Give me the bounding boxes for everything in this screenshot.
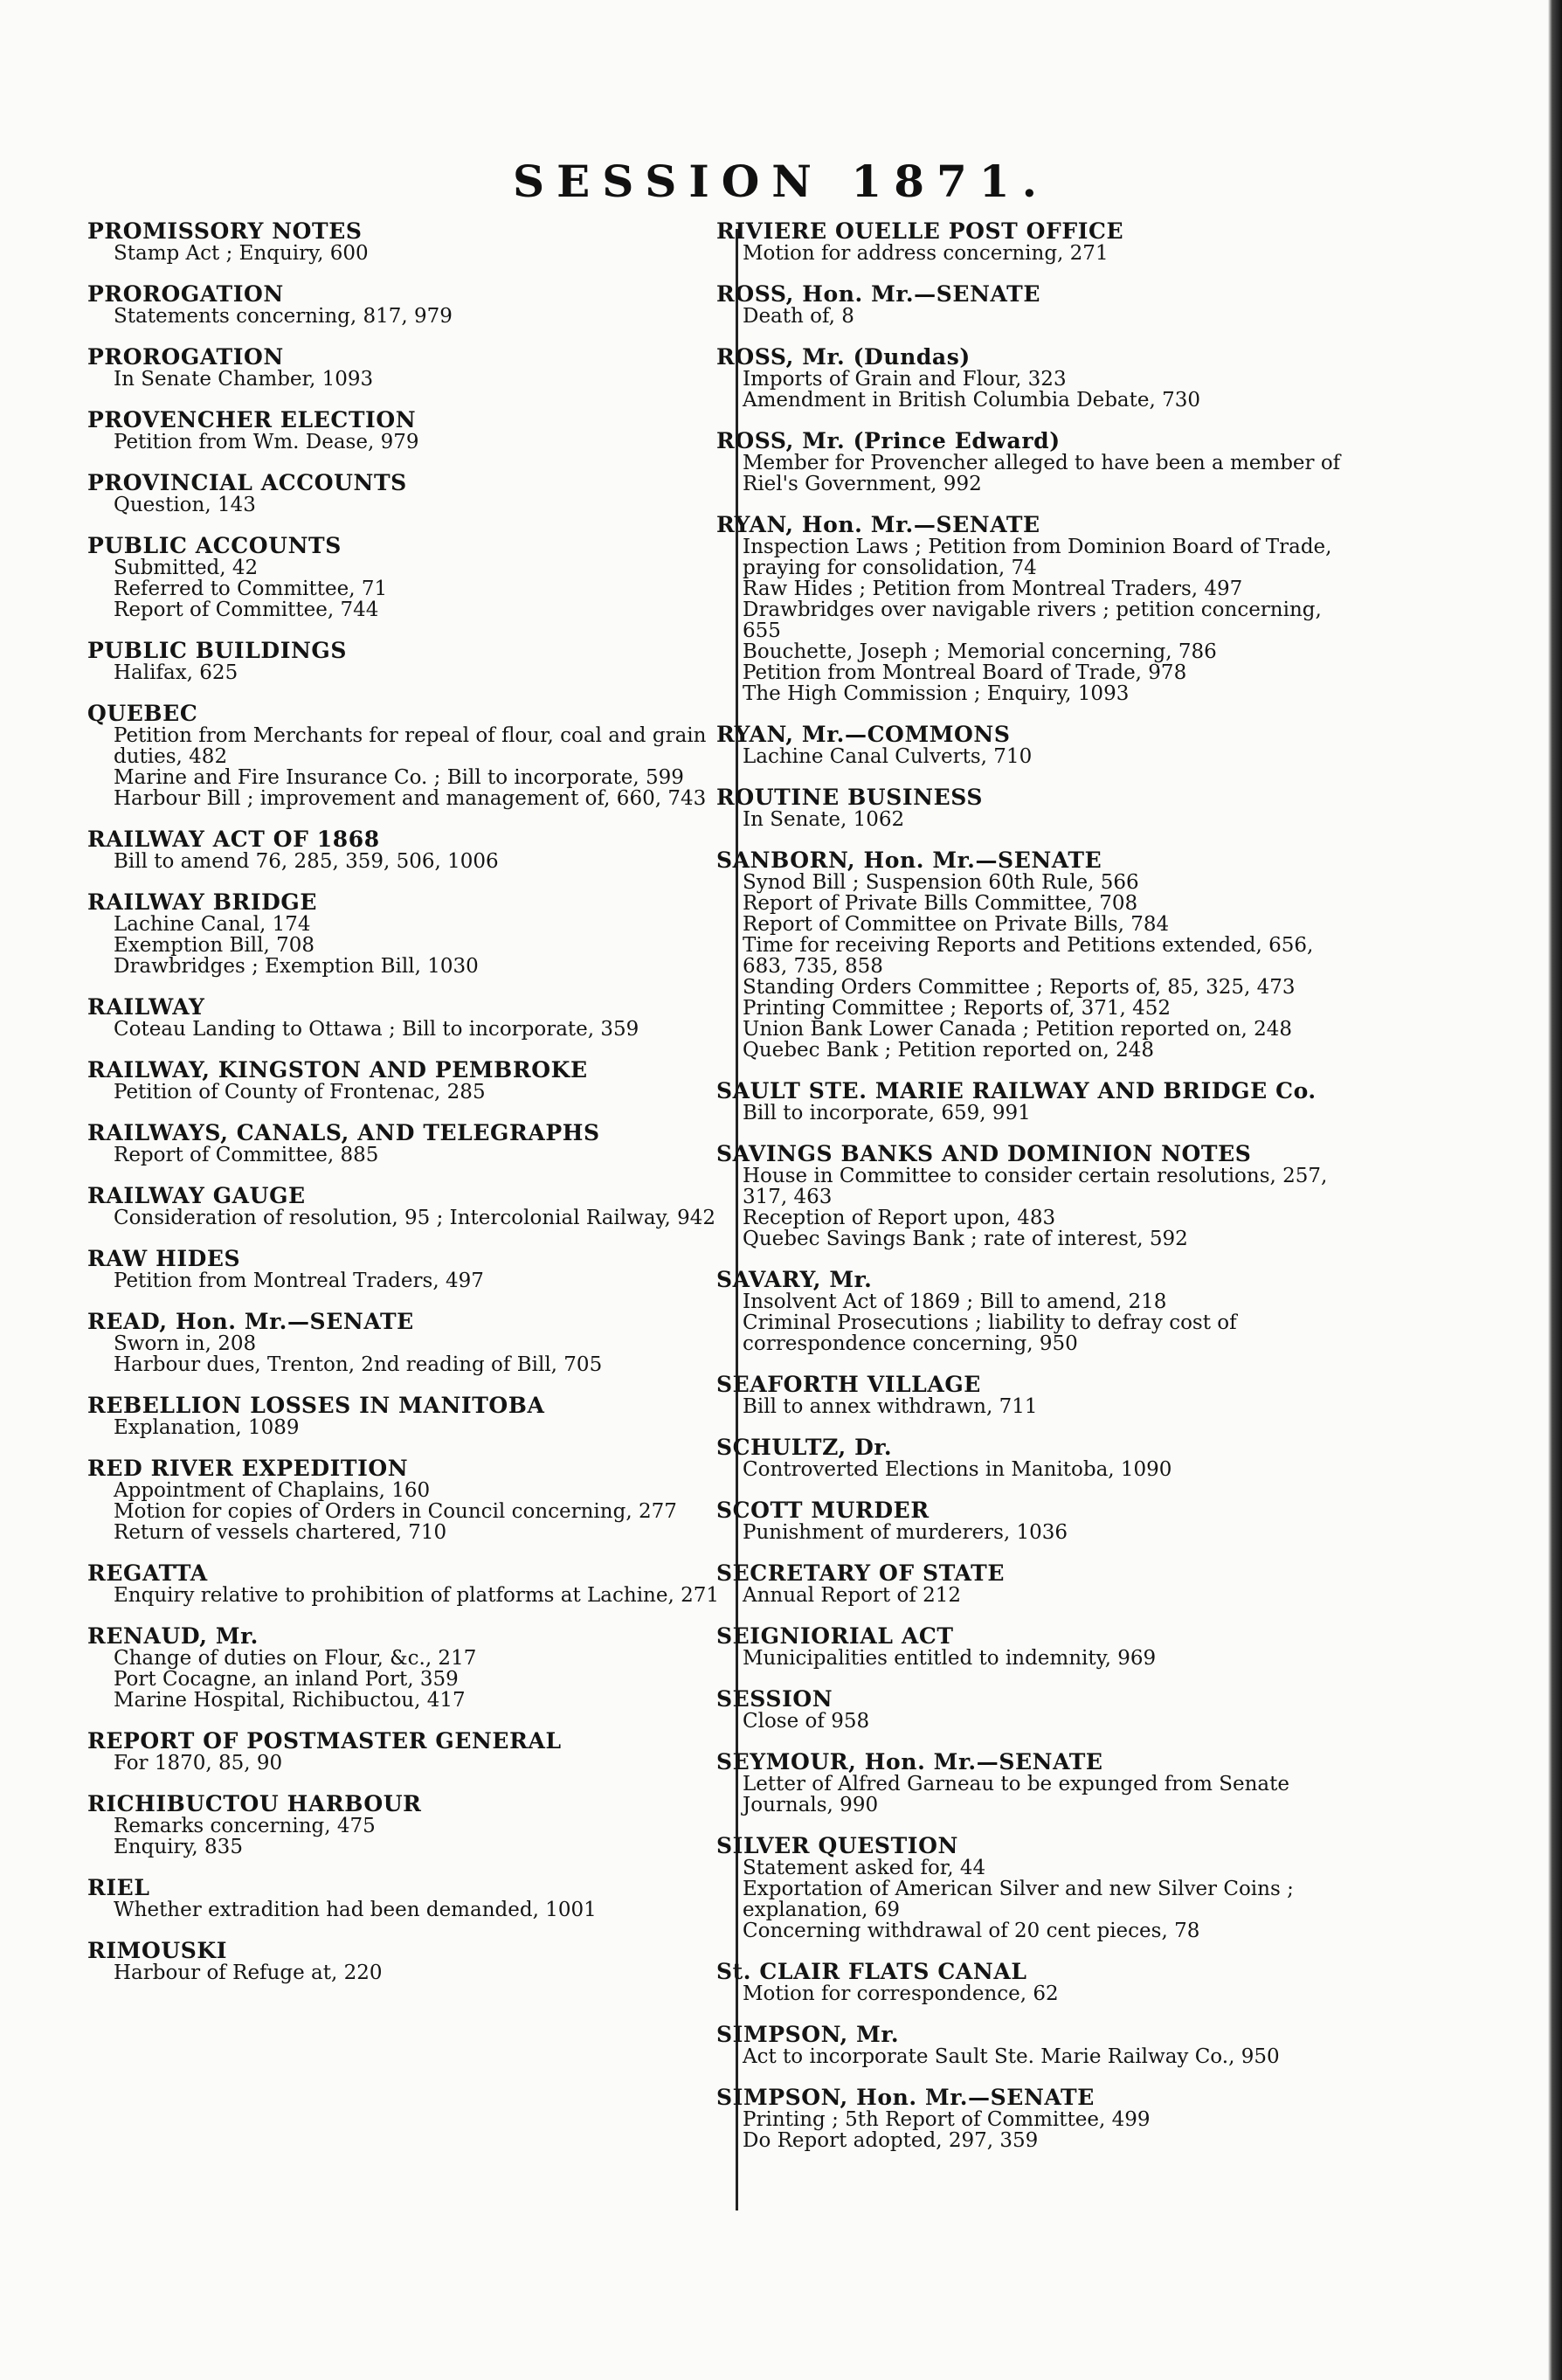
entry-heading: SEAFORTH VILLAGE (716, 1372, 981, 1397)
index-entry (87, 1059, 725, 1103)
entry-subitem: Printing Committee ; Reports of, 371, 452 (743, 997, 1172, 1020)
entry-subitem: Standing Orders Committee ; Reports of, 85, 325, 473 (743, 976, 1296, 999)
entry-heading: SEIGNIORIAL ACT (716, 1623, 954, 1649)
entry-heading: REGATTA (87, 1560, 208, 1586)
entry-subitem: Raw Hides ; Petition from Montreal Traders, 497 (743, 578, 1243, 600)
index-entry (716, 1625, 1345, 1669)
index-entry (716, 220, 1345, 264)
entry-subitem: In Senate Chamber, 1093 (114, 368, 374, 391)
entry-heading: SEYMOUR, Hon. Mr.—SENATE (716, 1749, 1103, 1775)
entry-subitem: Appointment of Chaplains, 160 (114, 1479, 431, 1502)
index-entry (87, 1185, 725, 1228)
entry-subitem: Petition of County of Frontenac, 285 (114, 1081, 486, 1104)
entry-heading: RAILWAYS, CANALS, AND TELEGRAPHS (87, 1120, 600, 1145)
index-entry (87, 1248, 725, 1291)
index-entry (87, 1122, 725, 1166)
entry-heading: QUEBEC (87, 701, 198, 726)
entry-heading: RAILWAY BRIDGE (87, 889, 318, 915)
entry-heading: SANBORN, Hon. Mr.—SENATE (716, 848, 1102, 873)
entry-subitem: Drawbridges ; Exemption Bill, 1030 (114, 955, 479, 978)
entry-subitem: Statements concerning, 817, 979 (114, 305, 453, 328)
entry-heading: RED RIVER EXPEDITION (87, 1456, 409, 1481)
entry-heading: SILVER QUESTION (716, 1833, 958, 1858)
entry-heading: ROSS, Mr. (Dundas) (716, 344, 971, 370)
entry-heading: RENAUD, Mr. (87, 1623, 259, 1649)
entry-heading: PUBLIC ACCOUNTS (87, 533, 342, 558)
entry-subitem: Sworn in, 208 (114, 1332, 257, 1355)
entry-subitem: Port Cocagne, an inland Port, 359 (114, 1668, 459, 1691)
entry-heading: SESSION (716, 1686, 833, 1712)
entry-heading: ROSS, Mr. (Prince Edward) (716, 428, 1061, 453)
entry-subitem: Death of, 8 (743, 305, 854, 328)
entry-subitem: Time for receiving Reports and Petitions extended, 656, 683, 735, 858 (743, 934, 1314, 978)
entry-subitem: Concerning withdrawal of 20 cent pieces, 78 (743, 1920, 1200, 1942)
entry-subitem: Report of Private Bills Committee, 708 (743, 892, 1138, 915)
entry-subitem: Marine Hospital, Richibuctou, 417 (114, 1689, 466, 1712)
entry-heading: SCHULTZ, Dr. (716, 1435, 893, 1460)
index-entry (87, 283, 725, 327)
entry-subitem: Member for Provencher alleged to have been a member of Riel's Government, 992 (743, 452, 1341, 495)
index-entry (87, 996, 725, 1040)
entry-heading: RYAN, Mr.—COMMONS (716, 722, 1011, 747)
entry-subitem: Lachine Canal Culverts, 710 (743, 745, 1033, 768)
entry-subitem: Report of Committee, 885 (114, 1144, 379, 1166)
index-entry (716, 1499, 1345, 1543)
entry-heading: RAW HIDES (87, 1246, 241, 1271)
entry-subitem: Union Bank Lower Canada ; Petition reported on, 248 (743, 1018, 1293, 1041)
entry-subitem: Insolvent Act of 1869 ; Bill to amend, 218 (743, 1290, 1167, 1313)
entry-heading: RICHIBUCTOU HARBOUR (87, 1791, 422, 1816)
entry-subitem: Do Report adopted, 297, 359 (743, 2129, 1039, 2152)
index-entry (716, 2024, 1345, 2067)
index-entry (87, 1793, 725, 1858)
index-entry (716, 1562, 1345, 1606)
entry-subitem: Quebec Bank ; Petition reported on, 248 (743, 1039, 1155, 1062)
entry-subitem: The High Commission ; Enquiry, 1093 (743, 682, 1130, 705)
entry-subitem: Criminal Prosecutions ; liability to defray cost of correspondence concerning, 950 (743, 1311, 1237, 1355)
index-entry (87, 1877, 725, 1920)
index-entry (716, 514, 1345, 704)
index-entry (716, 1143, 1345, 1249)
left-column (87, 220, 725, 2003)
entry-heading: RAILWAY (87, 994, 205, 1020)
index-entry (716, 1269, 1345, 1354)
entry-subitem: Act to incorporate Sault Ste. Marie Railway Co., 950 (743, 2045, 1280, 2068)
index-entry (716, 1373, 1345, 1417)
entry-heading: RIMOUSKI (87, 1938, 228, 1963)
index-entry (87, 1940, 725, 1983)
entry-subitem: Lachine Canal, 174 (114, 913, 311, 936)
entry-subitem: Report of Committee on Private Bills, 784 (743, 913, 1170, 936)
entry-heading: RAILWAY GAUGE (87, 1183, 306, 1208)
entry-subitem: Petition from Wm. Dease, 979 (114, 431, 419, 453)
entry-heading: ROUTINE BUSINESS (716, 785, 984, 810)
entry-subitem: Motion for correspondence, 62 (743, 1982, 1059, 2005)
index-entry (87, 640, 725, 683)
index-entry (716, 849, 1345, 1061)
index-entry (87, 891, 725, 977)
entry-subitem: Stamp Act ; Enquiry, 600 (114, 242, 369, 265)
index-entry (87, 220, 725, 264)
entry-heading: REPORT OF POSTMASTER GENERAL (87, 1728, 562, 1754)
entry-heading: SAVARY, Mr. (716, 1267, 873, 1292)
entry-subitem: Harbour of Refuge at, 220 (114, 1961, 383, 1984)
index-entry (87, 1562, 725, 1606)
entry-subitem: Annual Report of 212 (743, 1584, 962, 1607)
entry-subitem: Bill to annex withdrawn, 711 (743, 1395, 1038, 1418)
entry-subitem: Exemption Bill, 708 (114, 934, 314, 957)
entry-subitem: Exportation of American Silver and new Silver Coins ; explanation, 69 (743, 1878, 1294, 1921)
entry-subitem: Whether extradition had been demanded, 1001 (114, 1899, 597, 1921)
entry-subitem: Referred to Committee, 71 (114, 578, 388, 600)
entry-heading: SCOTT MURDER (716, 1498, 930, 1523)
entry-subitem: Harbour Bill ; improvement and management of, 660, 743 (114, 787, 707, 810)
entry-subitem: Enquiry, 835 (114, 1836, 243, 1858)
index-entry (87, 1311, 725, 1375)
entry-subitem: Submitted, 42 (114, 557, 259, 579)
entry-subitem: Motion for address concerning, 271 (743, 242, 1109, 265)
index-entry (87, 1625, 725, 1711)
entry-subitem: For 1870, 85, 90 (114, 1752, 283, 1775)
entry-subitem: Change of duties on Flour, &c., 217 (114, 1647, 477, 1670)
index-entry (716, 1080, 1345, 1124)
entry-subitem: Quebec Savings Bank ; rate of interest, 592 (743, 1228, 1188, 1250)
entry-subitem: Letter of Alfred Garneau to be expunged from Senate Journals, 990 (743, 1773, 1289, 1816)
entry-heading: PROROGATION (87, 344, 284, 370)
entry-subitem: Halifax, 625 (114, 661, 238, 684)
entry-heading: RYAN, Hon. Mr.—SENATE (716, 512, 1040, 537)
entry-heading: RAILWAY ACT OF 1868 (87, 827, 380, 852)
entry-subitem: Report of Committee, 744 (114, 598, 379, 621)
entry-subitem: Synod Bill ; Suspension 60th Rule, 566 (743, 871, 1139, 894)
entry-subitem: Drawbridges over navigable rivers ; petition concerning, 655 (743, 598, 1322, 642)
entry-subitem: Controverted Elections in Manitoba, 1090 (743, 1458, 1172, 1481)
entry-heading: SAULT STE. MARIE RAILWAY AND BRIDGE Co. (716, 1078, 1317, 1104)
entry-subitem: Explanation, 1089 (114, 1416, 300, 1439)
index-entry (716, 1835, 1345, 1941)
index-entry (716, 1688, 1345, 1732)
entry-heading: PROROGATION (87, 281, 284, 307)
index-entry (716, 723, 1345, 767)
entry-subitem: Statement asked for, 44 (743, 1857, 986, 1879)
entry-subitem: Bouchette, Joseph ; Memorial concerning, 786 (743, 640, 1217, 663)
index-entry (87, 346, 725, 390)
entry-heading: St. CLAIR FLATS CANAL (716, 1959, 1027, 1984)
index-entry (87, 702, 725, 809)
entry-heading: PROVENCHER ELECTION (87, 407, 417, 432)
index-entry (87, 472, 725, 515)
entry-heading: PROMISSORY NOTES (87, 218, 363, 244)
entry-heading: SAVINGS BANKS AND DOMINION NOTES (716, 1141, 1252, 1166)
entry-heading: PUBLIC BUILDINGS (87, 638, 348, 663)
entry-heading: SIMPSON, Hon. Mr.—SENATE (716, 2085, 1095, 2110)
entry-subitem: Bill to amend 76, 285, 359, 506, 1006 (114, 850, 499, 873)
entry-subitem: Coteau Landing to Ottawa ; Bill to incorporate, 359 (114, 1018, 639, 1041)
entry-subitem: In Senate, 1062 (743, 808, 905, 831)
index-entry (87, 1394, 725, 1438)
entry-subitem: Reception of Report upon, 483 (743, 1207, 1056, 1229)
right-column (716, 220, 1345, 2170)
index-entry (716, 346, 1345, 411)
entry-subitem: Enquiry relative to prohibition of platforms at Lachine, 271 (114, 1584, 719, 1607)
page-title: SESSION 1871. (513, 156, 1049, 207)
entry-subitem: Punishment of murderers, 1036 (743, 1521, 1068, 1544)
index-entry (716, 1751, 1345, 1816)
index-entry (87, 535, 725, 620)
entry-subitem: Petition from Montreal Board of Trade, 978 (743, 661, 1187, 684)
entry-subitem: Petition from Montreal Traders, 497 (114, 1270, 484, 1292)
index-entry (716, 430, 1345, 495)
entry-subitem: Imports of Grain and Flour, 323 (743, 368, 1067, 391)
index-entry (87, 409, 725, 453)
index-entry (716, 1436, 1345, 1480)
entry-heading: PROVINCIAL ACCOUNTS (87, 470, 407, 495)
entry-subitem: Harbour dues, Trenton, 2nd reading of Bill, 705 (114, 1353, 603, 1376)
entry-heading: REBELLION LOSSES IN MANITOBA (87, 1393, 545, 1418)
entry-subitem: Close of 958 (743, 1710, 870, 1733)
entry-heading: RIEL (87, 1875, 150, 1900)
entry-subitem: Consideration of resolution, 95 ; Intercolonial Railway, 942 (114, 1207, 716, 1229)
entry-subitem: Return of vessels chartered, 710 (114, 1521, 447, 1544)
index-entry (87, 1457, 725, 1543)
entry-subitem: Printing ; 5th Report of Committee, 499 (743, 2108, 1151, 2131)
entry-subitem: Remarks concerning, 475 (114, 1815, 376, 1837)
entry-subitem: Motion for copies of Orders in Council concerning, 277 (114, 1500, 677, 1523)
entry-subitem: Municipalities entitled to indemnity, 969 (743, 1647, 1157, 1670)
entry-heading: READ, Hon. Mr.—SENATE (87, 1309, 414, 1334)
entry-heading: RAILWAY, KINGSTON AND PEMBROKE (87, 1057, 588, 1083)
index-entry (716, 283, 1345, 327)
entry-heading: SIMPSON, Mr. (716, 2022, 900, 2047)
entry-subitem: House in Committee to consider certain resolutions, 257, 317, 463 (743, 1165, 1328, 1208)
entry-heading: ROSS, Hon. Mr.—SENATE (716, 281, 1041, 307)
index-entry (87, 1730, 725, 1774)
page-edge-shadow (1548, 0, 1562, 2380)
entry-subitem: Petition from Merchants for repeal of flour, coal and grain duties, 482 (114, 724, 707, 768)
entry-subitem: Amendment in British Columbia Debate, 730 (743, 389, 1201, 412)
index-entry (716, 2086, 1345, 2151)
index-entry (716, 1961, 1345, 2004)
entry-subitem: Marine and Fire Insurance Co. ; Bill to incorporate, 599 (114, 766, 684, 789)
index-entry (87, 828, 725, 872)
entry-subitem: Bill to incorporate, 659, 991 (743, 1102, 1031, 1124)
entry-heading: SECRETARY OF STATE (716, 1560, 1006, 1586)
entry-subitem: Question, 143 (114, 494, 256, 516)
entry-subitem: Inspection Laws ; Petition from Dominion Board of Trade, praying for consolidation, 74 (743, 536, 1332, 579)
entry-heading: RIVIERE OUELLE POST OFFICE (716, 218, 1124, 244)
index-entry (716, 786, 1345, 830)
